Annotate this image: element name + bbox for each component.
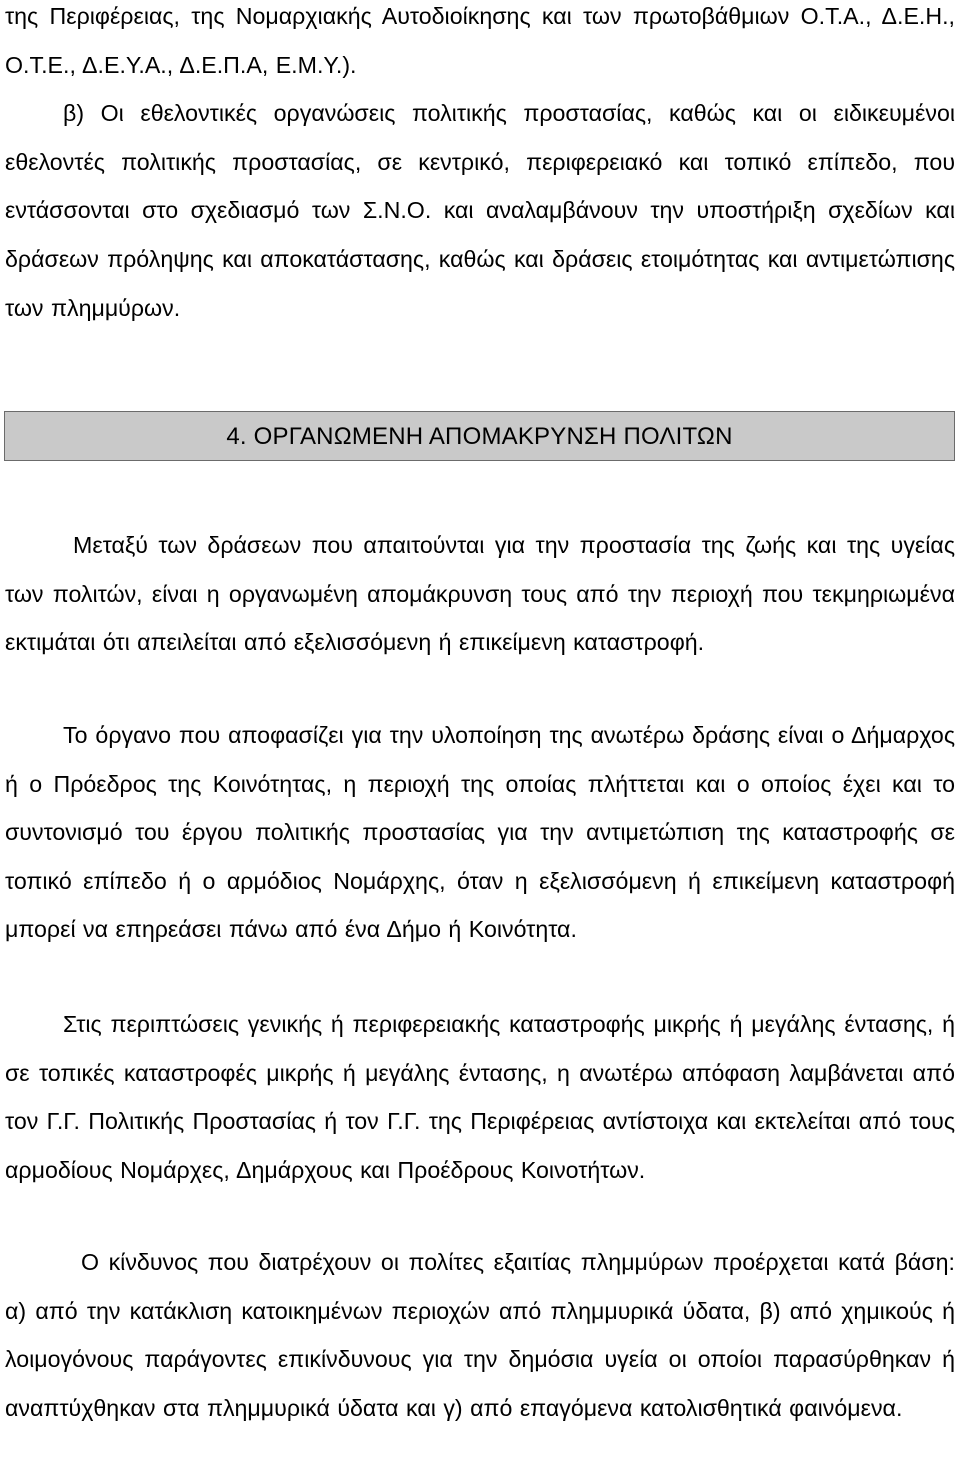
paragraph-5: Ο κίνδυνος που διατρέχουν οι πολίτες εξαιτίας πλημμύρων προέρχεται κατά βάση: α) από την κατάκλιση κατοικημένων περιοχών από πλημμυρικά ύδατα, β) από χημικούς ή λοιμογόνους παράγοντες επικίνδυνους για την δημόσια υγεία οι οποίοι παρασύρθηκαν ή αναπτύχθηκαν στα πλημμυρικά ύδατα και γ) από επαγόμενα κατολισθητικά φαινόμενα. [5,1249,955,1421]
section-heading-bar [4,411,955,461]
paragraph-continuation [5,0,955,332]
paragraph-4: Στις περιπτώσεις γενικής ή περιφερειακής καταστροφής μικρής ή μεγάλης έντασης, ή σε τοπικές καταστροφές μικρής ή μεγάλης έντασης, η ανωτέρω απόφαση λαμβάνεται από τον Γ.Γ. Πολιτικής Προστασίας ή τον Γ.Γ. της Περιφέρειας αντίστοιχα και εκτελείται από τους αρμοδίους Νομάρχες, Δημάρχους και Προέδρους Κοινοτήτων. [5,1011,955,1183]
section-heading: 4. ΟΡΓΑΝΩΜΕΝΗ ΑΠΟΜΑΚΡΥΝΣΗ ΠΟΛΙΤΩΝ [226,423,733,450]
paragraph-2: Μεταξύ των δράσεων που απαιτούνται για την προστασία της ζωής και της υγείας των πολιτών, είναι η οργανωμένη απομάκρυνση τους από την περιοχή που τεκμηριωμένα εκτιμάται ότι απειλείται από εξελισσόμενη ή επικείμενη καταστροφή. [5,532,955,656]
paragraph-3: Το όργανο που αποφασίζει για την υλοποίηση της ανωτέρω δράσης είναι ο Δήμαρχος ή ο Πρόεδρος της Κοινότητας, η περιοχή της οποίας πλήττεται και ο οποίος έχει και το συντονισμό του έργου πολιτικής προστασίας για την αντιμετώπιση της καταστροφής σε τοπικό επίπεδο ή ο αρμόδιος Νομάρχης, όταν η εξελισσόμενη ή επικείμενη καταστροφή μπορεί να επηρεάσει πάνω από ένα Δήμο ή Κοινότητα. [5,722,955,943]
paragraph-1: της Περιφέρειας, της Νομαρχιακής Αυτοδιοίκησης και των πρωτοβάθμιων Ο.Τ.Α., Δ.Ε.Η., Ο.Τ.Ε., Δ.Ε.Υ.Α., Δ.Ε.Π.Α, Ε.Μ.Υ.). [5,3,955,78]
paragraph-1b: β) Οι εθελοντικές οργανώσεις πολιτικής προστασίας, καθώς και οι ειδικευμένοι εθελοντές πολιτικής προστασίας, σε κεντρικό, περιφερειακό και τοπικό επίπεδο, που εντάσσονται στο σχεδιασμό των Σ.Ν.Ο. και αναλαμβάνουν την υποστήριξη σχεδίων και δράσεων πρόληψης και αποκατάστασης, καθώς και δράσεις ετοιμότητας και αντιμετώπισης των πλημμύρων. [5,100,955,321]
